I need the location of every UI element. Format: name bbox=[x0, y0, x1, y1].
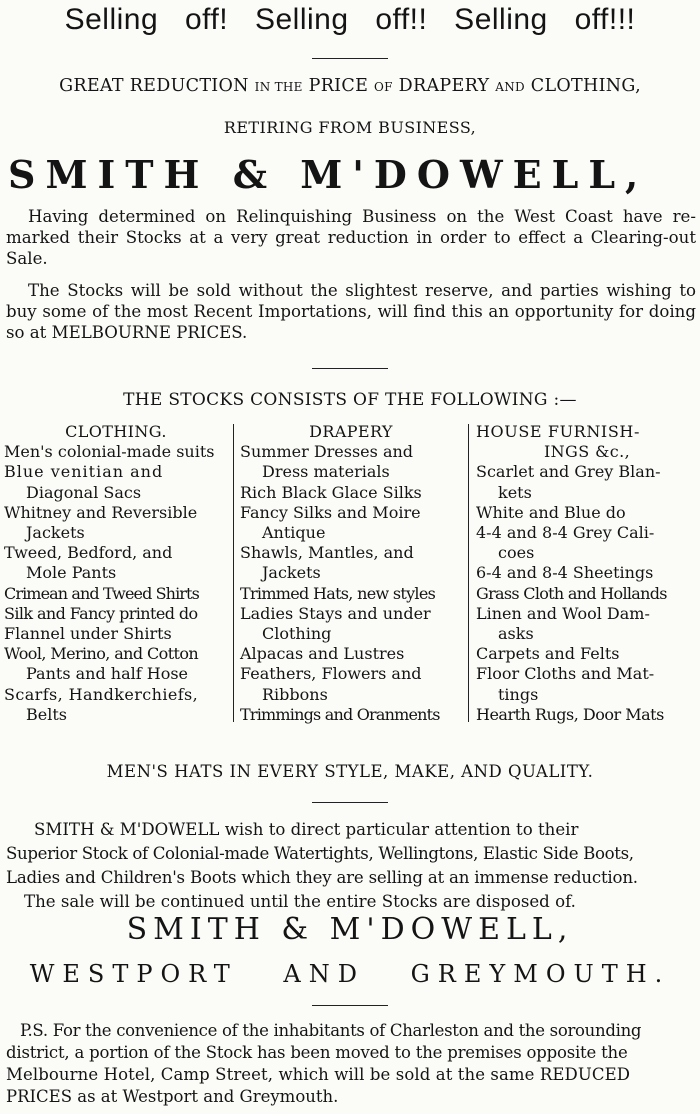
house-line: Grass Cloth and Hollands bbox=[476, 583, 667, 603]
stocks-heading: THE STOCKS CONSISTS OF THE FOLLOWING :— bbox=[123, 390, 577, 410]
clothing-line: Scarfs, Handkerchiefs, bbox=[4, 684, 199, 704]
house-line: asks bbox=[498, 624, 534, 644]
clothing-line: Flannel under Shirts bbox=[4, 624, 172, 644]
rule-1 bbox=[312, 58, 388, 59]
paragraph-1: Having determined on Relinquishing Business on the West Coast have re-marked their Stocks at a very great reduction in order to effect a Clearing-out Sale. bbox=[6, 207, 696, 268]
house-line: 4-4 and 8-4 Grey Cali- bbox=[476, 523, 655, 543]
drapery-line: Alpacas and Lustres bbox=[240, 644, 405, 664]
rule-2 bbox=[312, 368, 388, 369]
paragraph-2: The Stocks will be sold without the slightest reserve, and parties wishing to buy some of the most Recent Importations, will find this an opportunity for doing so at MELBOURNE PRICES. bbox=[6, 281, 696, 342]
clothing-line: Wool, Merino, and Cotton bbox=[4, 644, 199, 664]
house-line: kets bbox=[498, 482, 532, 502]
house-line: Floor Cloths and Mat- bbox=[476, 664, 655, 684]
clothing-line: Crimean and Tweed Shirts bbox=[4, 583, 199, 603]
clothing-line: Whitney and Reversible bbox=[4, 502, 198, 522]
drapery-line: Ribbons bbox=[262, 684, 328, 704]
hats-line: MEN'S HATS IN EVERY STYLE, MAKE, AND QUALITY. bbox=[106, 762, 594, 781]
postscript-line-4: PRICES as at Westport and Greymouth. bbox=[6, 1087, 339, 1106]
firm-name-2: SMITH & M'DOWELL, bbox=[126, 912, 574, 947]
column-divider-2 bbox=[468, 424, 469, 722]
subhead-part-3: PRICE bbox=[308, 76, 369, 96]
clothing-line: Tweed, Bedford, and bbox=[4, 543, 173, 563]
subhead-part-5: DRAPERY bbox=[398, 76, 490, 96]
drapery-line: Dress materials bbox=[262, 462, 390, 482]
subhead bbox=[0, 76, 700, 96]
house-line: Linen and Wool Dam- bbox=[476, 603, 650, 623]
drapery-line: Feathers, Flowers and bbox=[240, 664, 422, 684]
subhead-part-7: CLOTHING, bbox=[530, 76, 641, 96]
postscript-line-1: P.S. For the convenience of the inhabitants of Charleston and the sorounding bbox=[20, 1021, 642, 1040]
clothing-line: Men's colonial-made suits bbox=[4, 442, 215, 462]
postscript-line-2: district, a portion of the Stock has been moved to the premises opposite the bbox=[6, 1043, 628, 1062]
house-line: 6-4 and 8-4 Sheetings bbox=[476, 563, 654, 583]
subhead-part-4: OF bbox=[374, 80, 393, 94]
house-line: tings bbox=[498, 684, 539, 704]
clothing-line: Mole Pants bbox=[26, 563, 117, 583]
drapery-line: Summer Dresses and bbox=[240, 442, 414, 462]
drapery-line: Ladies Stays and under bbox=[240, 603, 431, 623]
paragraph-3-line-1: SMITH & M'DOWELL wish to direct particular attention to their bbox=[34, 820, 579, 839]
house-title: HOUSE FURNISH- bbox=[476, 422, 640, 441]
clothing-line: Jackets bbox=[26, 523, 85, 543]
drapery-line: Antique bbox=[262, 523, 326, 543]
house-line: White and Blue do bbox=[476, 502, 626, 522]
clothing-line: Diagonal Sacs bbox=[26, 482, 142, 502]
postscript bbox=[6, 1020, 696, 1108]
drapery-line: Fancy Silks and Moire bbox=[240, 502, 421, 522]
drapery-line: Rich Black Glace Silks bbox=[240, 482, 422, 502]
house-line: Carpets and Felts bbox=[476, 644, 620, 664]
house-furnishings-column bbox=[476, 422, 698, 725]
subhead-part-6: AND bbox=[495, 80, 525, 94]
drapery-line: Jackets bbox=[262, 563, 321, 583]
column-divider-1 bbox=[233, 424, 234, 722]
drapery-line: Trimmed Hats, new styles bbox=[240, 583, 436, 603]
house-line: Hearth Rugs, Door Mats bbox=[476, 704, 664, 724]
house-line: coes bbox=[498, 543, 535, 563]
retiring-line: RETIRING FROM BUSINESS, bbox=[223, 118, 477, 137]
drapery-line: Clothing bbox=[262, 624, 332, 644]
paragraph-3-line-4: The sale will be continued until the entire Stocks are disposed of. bbox=[24, 892, 576, 911]
house-line: Scarlet and Grey Blan- bbox=[476, 462, 661, 482]
rule-4 bbox=[312, 1005, 388, 1006]
clothing-column bbox=[4, 422, 228, 725]
subhead-part-1: GREAT REDUCTION bbox=[59, 76, 249, 96]
postscript-line-3: Melbourne Hotel, Camp Street, which will be sold at the same REDUCED bbox=[6, 1065, 631, 1084]
paragraph-3 bbox=[6, 818, 696, 914]
clothing-line: Blue venitian and bbox=[4, 462, 164, 482]
drapery-column bbox=[240, 422, 462, 725]
rule-3b bbox=[312, 802, 388, 803]
clothing-line: Pants and half Hose bbox=[26, 664, 189, 684]
subhead-part-2: IN THE bbox=[254, 80, 303, 94]
firm-name: SMITH & M'DOWELL, bbox=[8, 152, 649, 197]
drapery-line: Trimmings and Oranments bbox=[240, 704, 440, 724]
clothing-title: CLOTHING. bbox=[65, 422, 167, 441]
paragraph-3-line-3: Ladies and Children's Boots which they are selling at an immense reduction. bbox=[6, 868, 638, 887]
clothing-line: Belts bbox=[26, 704, 67, 724]
drapery-line: Shawls, Mantles, and bbox=[240, 543, 414, 563]
clothing-line: Silk and Fancy printed do bbox=[4, 603, 198, 623]
drapery-title: DRAPERY bbox=[309, 422, 393, 441]
house-title-2: INGS &c., bbox=[543, 442, 631, 462]
towns-line: WESTPORT AND GREYMOUTH. bbox=[29, 960, 671, 988]
paragraph-3-line-2: Superior Stock of Colonial-made Watertights, Wellingtons, Elastic Side Boots, bbox=[6, 844, 634, 863]
headline: Selling off! Selling off!! Selling off!!! bbox=[64, 3, 636, 36]
